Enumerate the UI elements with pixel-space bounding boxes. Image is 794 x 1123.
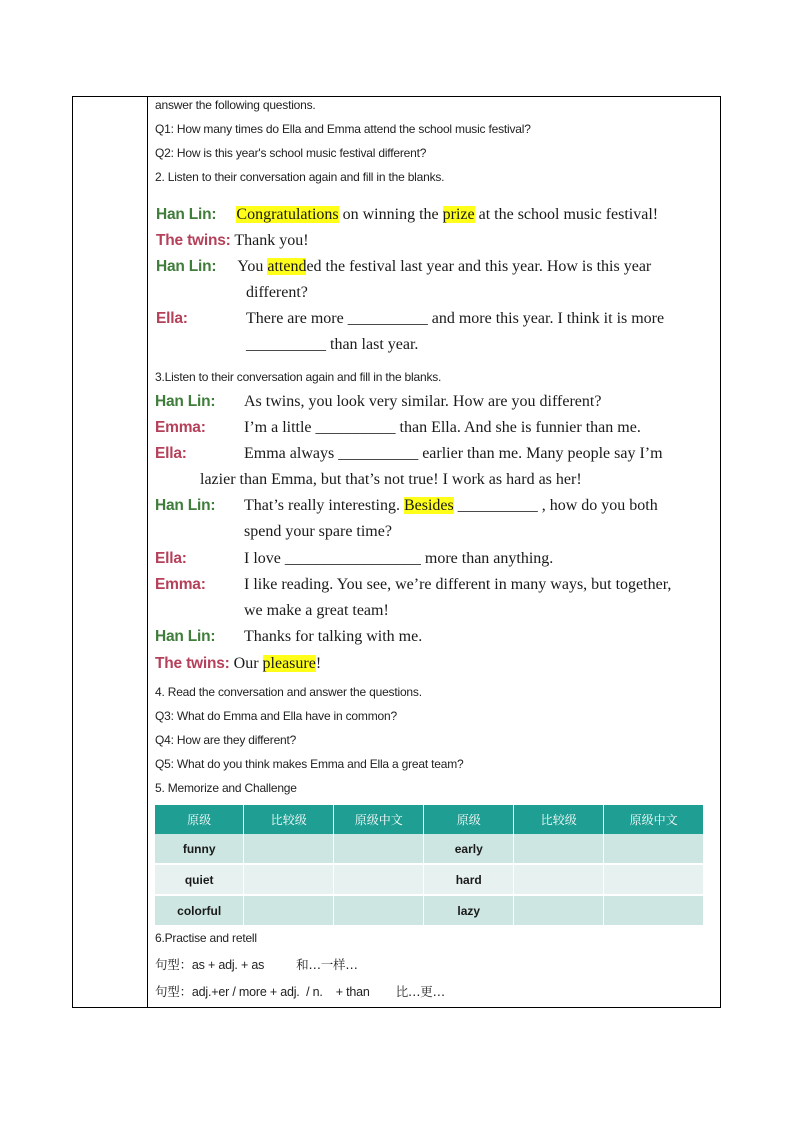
dialog-text: Thank you! [230, 232, 309, 249]
dialog2-line-h [155, 651, 715, 677]
speaker-label: Emma: [155, 419, 206, 436]
dialog2-line-g [155, 624, 715, 650]
dialog-text: at the school music festival! [474, 206, 659, 223]
table-cell: colorful [155, 895, 244, 926]
table-cell-blank[interactable] [244, 864, 334, 895]
dialog2-line-d-cont: spend your spare time? [244, 523, 392, 540]
speaker-label: The twins: [156, 232, 231, 249]
table-cell-blank[interactable] [604, 834, 704, 864]
task-3-title: 3.Listen to their conversation again and fill in the blanks. [155, 370, 442, 384]
dialog-text: ed the festival last year and this year. How is this year [306, 258, 652, 275]
speaker-label: Han Lin: [156, 258, 217, 275]
speaker-label: Han Lin: [155, 497, 216, 514]
dialog2-line-b [155, 415, 715, 441]
task-6-title: 6.Practise and retell [155, 931, 257, 945]
task-5-title: 5. Memorize and Challenge [155, 781, 297, 795]
question-q1: Q1: How many times do Ella and Emma attend the school music festival? [155, 122, 531, 136]
table-cell: funny [155, 834, 244, 864]
table-header: 比较级 [514, 805, 604, 834]
speaker-label: Ella: [156, 310, 188, 327]
dialog-text: As twins, you look very similar. How are you different? [244, 393, 602, 410]
task-4-title: 4. Read the conversation and answer the questions. [155, 685, 422, 699]
table-cell-blank[interactable] [514, 834, 604, 864]
highlighted-word: pleasure [262, 655, 316, 672]
table-cell-blank[interactable] [244, 834, 334, 864]
table-header: 比较级 [244, 805, 334, 834]
table-cell-blank[interactable] [514, 895, 604, 926]
pattern-meaning: 和…一样… [296, 957, 358, 972]
speaker-label: Emma: [155, 576, 206, 593]
dialog-text: There are more __________ and more this year. I think it is more [246, 310, 665, 327]
table-cell: hard [424, 864, 514, 895]
table-header: 原级 [155, 805, 244, 834]
table-cell-blank[interactable] [514, 864, 604, 895]
dialog-text: Our [229, 655, 263, 672]
table-header: 原级 [424, 805, 514, 834]
dialog-text: I like reading. You see, we’re different in many ways, but together, [244, 576, 672, 593]
dialog-text: Thanks for talking with me. [244, 628, 423, 645]
dialog-text: You [237, 258, 268, 275]
column-divider [147, 97, 148, 1007]
table-cell: quiet [155, 864, 244, 895]
question-q4: Q4: How are they different? [155, 733, 297, 747]
highlighted-word: Besides [403, 497, 454, 514]
table-row [155, 834, 704, 864]
dialog2-line-a [155, 389, 715, 415]
sentence-pattern-1 [155, 955, 358, 973]
dialog-text: I love _________________ more than anything. [244, 550, 554, 567]
pattern-formula: adj.+er / more + adj. / n. + than [191, 985, 370, 999]
dialog1-line3-cont: different? [246, 284, 308, 301]
pattern-formula: as + adj. + as [191, 958, 265, 972]
dialog1-line4-cont: __________ than last year. [246, 336, 419, 353]
dialog-text: That’s really interesting. [244, 497, 404, 514]
highlighted-word: prize [442, 206, 475, 223]
dialog2-line-e [155, 546, 715, 572]
highlighted-word: attend [267, 258, 307, 275]
dialog-text: I’m a little __________ than Ella. And she is funnier than me. [244, 419, 641, 436]
speaker-label: Han Lin: [155, 628, 216, 645]
table-cell-blank[interactable] [604, 864, 704, 895]
dialog1-line3 [155, 254, 715, 280]
instruction-line: answer the following questions. [155, 98, 316, 112]
comparatives-table [155, 805, 704, 927]
question-q3: Q3: What do Emma and Ella have in common? [155, 709, 397, 723]
table-cell: lazy [424, 895, 514, 926]
sentence-pattern-2 [155, 982, 445, 1000]
table-cell: early [424, 834, 514, 864]
pattern-label: 句型： [155, 984, 192, 999]
dialog2-line-c [155, 441, 715, 467]
dialog-text: on winning the [338, 206, 443, 223]
table-cell-blank[interactable] [334, 895, 424, 926]
dialog2-line-f [155, 572, 715, 598]
table-row [155, 895, 704, 926]
table-cell-blank[interactable] [604, 895, 704, 926]
table-header-row [155, 805, 704, 834]
task-2-title: 2. Listen to their conversation again and fill in the blanks. [155, 170, 445, 184]
pattern-label: 句型： [155, 957, 192, 972]
question-q5: Q5: What do you think makes Emma and Ella a great team? [155, 757, 464, 771]
table-cell-blank[interactable] [334, 864, 424, 895]
speaker-label: Han Lin: [156, 206, 217, 223]
table-cell-blank[interactable] [334, 834, 424, 864]
dialog1-line4 [155, 306, 715, 332]
dialog-text: Emma always __________ earlier than me. Many people say I’m [244, 445, 663, 462]
question-q2: Q2: How is this year's school music festival different? [155, 146, 427, 160]
dialog-text: ! [315, 655, 322, 672]
dialog2-line-d [155, 493, 715, 519]
dialog1-line1 [155, 202, 715, 228]
speaker-label: The twins: [155, 655, 230, 672]
speaker-label: Ella: [155, 550, 187, 567]
dialog-text: __________ , how do you both [453, 497, 658, 514]
dialog1-line2 [155, 228, 715, 254]
speaker-label: Han Lin: [155, 393, 216, 410]
dialog2-line-f-cont: we make a great team! [244, 602, 389, 619]
pattern-meaning: 比…更… [395, 984, 445, 999]
table-header: 原级中文 [604, 805, 704, 834]
speaker-label: Ella: [155, 445, 187, 462]
highlighted-word: Congratulations [236, 206, 339, 223]
dialog2-line-c-cont: lazier than Emma, but that’s not true! I work as hard as her! [200, 471, 582, 488]
table-cell-blank[interactable] [244, 895, 334, 926]
table-row [155, 864, 704, 895]
table-header: 原级中文 [334, 805, 424, 834]
